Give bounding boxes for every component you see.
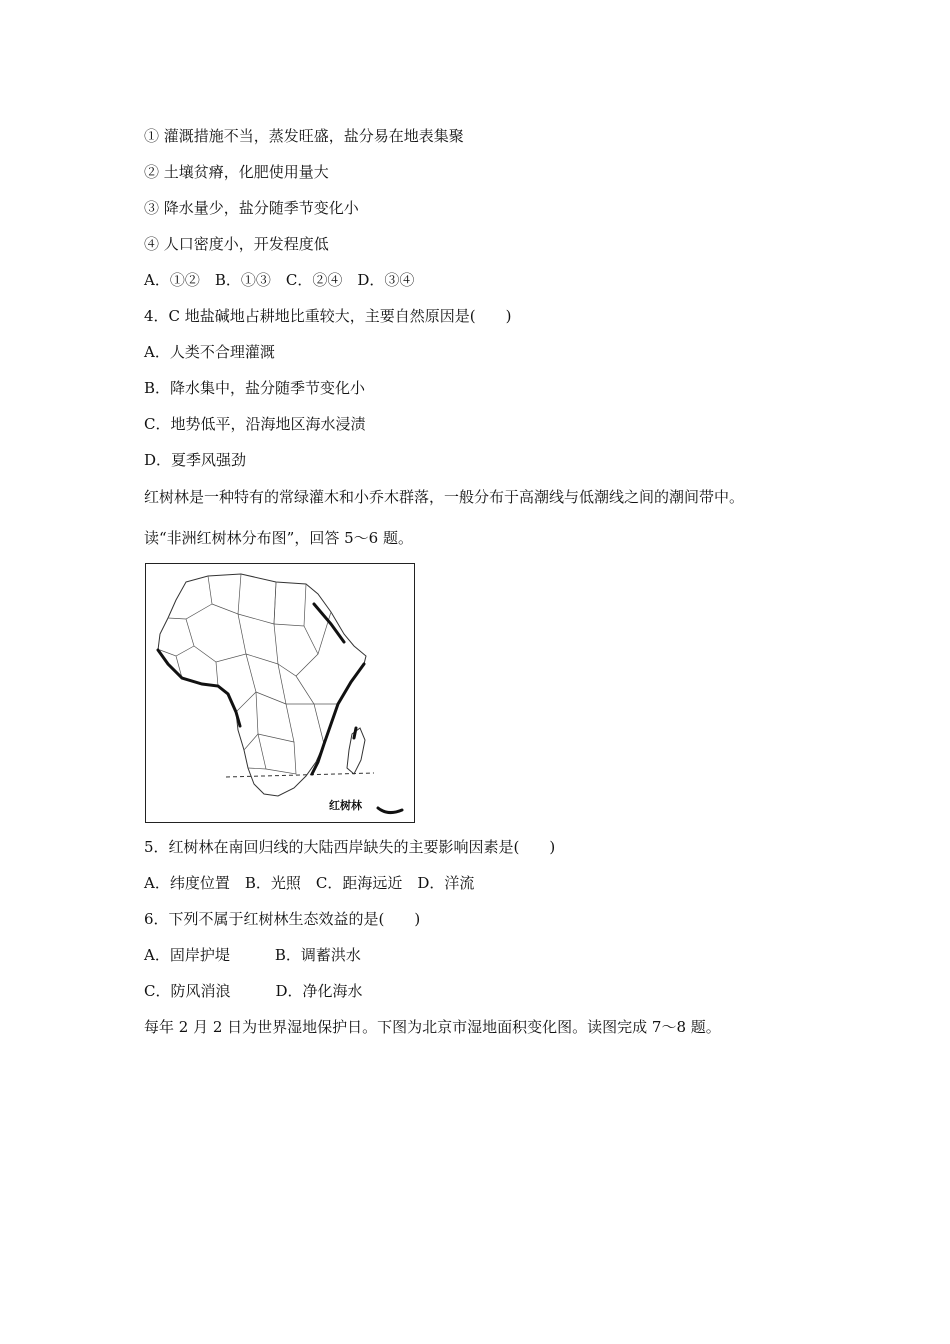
africa-mangrove-map — [145, 563, 415, 823]
question-5: 5．红树林在南回归线的大陆西岸缺失的主要影响因素是( ) — [144, 838, 556, 856]
option-2: ② 土壤贫瘠，化肥使用量大 — [144, 163, 329, 181]
africa-outline — [158, 574, 366, 796]
option-4: ④ 人口密度小，开发程度低 — [144, 235, 329, 253]
question-6: 6．下列不属于红树林生态效益的是( ) — [144, 910, 421, 928]
question-4-option-d: D．夏季风强劲 — [144, 451, 247, 469]
legend-label: 红树林 — [329, 799, 362, 812]
question-3-answers: A．①② B．①③ C．②④ D．③④ — [144, 271, 415, 289]
question-5-options: A．纬度位置 B．光照 C．距海远近 D．洋流 — [144, 874, 475, 892]
question-4: 4．C 地盐碱地占耕地比重较大，主要自然原因是( ) — [144, 307, 512, 325]
question-6-options-cd: C．防风消浪 D．净化海水 — [144, 982, 363, 1000]
map-instruction: 读“非洲红树林分布图”，回答 5～6 题。 — [144, 529, 413, 547]
wetland-intro: 每年 2 月 2 日为世界湿地保护日。下图为北京市湿地面积变化图。读图完成 7～8 题。 — [144, 1018, 721, 1036]
option-3: ③ 降水量少，盐分随季节变化小 — [144, 199, 359, 217]
option-1: ① 灌溉措施不当，蒸发旺盛，盐分易在地表集聚 — [144, 127, 464, 145]
question-4-option-b: B．降水集中，盐分随季节变化小 — [144, 379, 366, 397]
question-6-options-ab: A．固岸护堤 B．调蓄洪水 — [144, 946, 361, 964]
legend-mangrove-line — [378, 808, 402, 813]
mangrove-intro: 红树林是一种特有的常绿灌木和小乔木群落，一般分布于高潮线与低潮线之间的潮间带中。 — [144, 488, 745, 506]
question-4-option-a: A．人类不合理灌溉 — [144, 343, 275, 361]
africa-map-drawing — [146, 564, 415, 823]
question-4-option-c: C．地势低平，沿海地区海水浸渍 — [144, 415, 366, 433]
